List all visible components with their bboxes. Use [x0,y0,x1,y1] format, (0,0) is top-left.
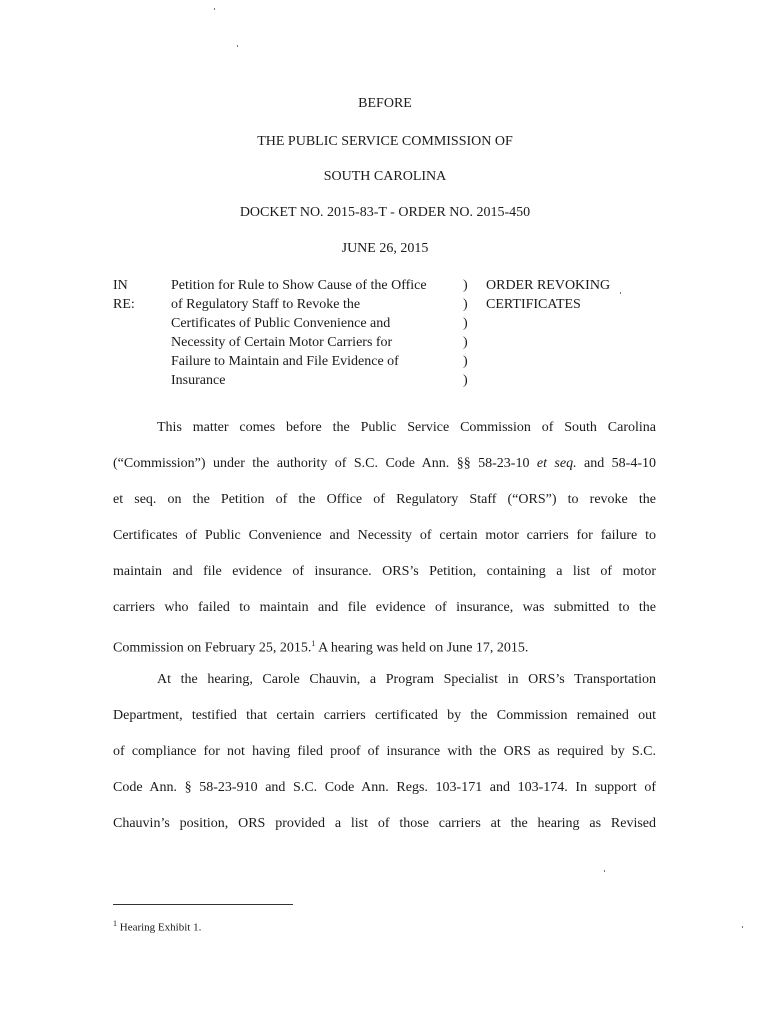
header-before: BEFORE [358,96,412,111]
paren: ) [463,316,468,331]
scan-speck [237,45,238,47]
scan-speck [214,8,215,10]
body-text: A hearing was held on June 17, 2015. [315,640,529,656]
scan-speck [604,870,605,872]
petition-line: Failure to Maintain and File Evidence of [171,354,399,369]
body-line: This matter comes before the Public Service Commission of South Carolina [157,420,656,435]
footnote-mark: 1 [113,919,117,928]
petition-line: Necessity of Certain Motor Carriers for [171,335,393,350]
body-text: (“Commission”) under the authority of S.C. Code Ann. §§ 58-23-10 [113,456,537,471]
paren: ) [463,373,468,388]
order-title [486,276,646,314]
italic-text: et seq. [536,456,577,471]
footnote-reference: 1 [311,639,316,648]
petition-line: of Regulatory Staff to Revoke the [171,297,361,312]
body-line: Certificates of Public Convenience and Necessity of certain motor carriers for failure to [113,528,656,543]
body-line: carriers who failed to maintain and file evidence of insurance, was submitted to the [113,600,656,615]
body-line [113,455,656,473]
docket-number: DOCKET NO. 2015-83-T - ORDER NO. 2015-450 [239,205,531,220]
body-line: Code Ann. § 58-23-910 and S.C. Code Ann. Regs. 103-171 and 103-174. In support of [113,780,656,795]
footnote-divider [113,904,293,905]
scan-speck [620,292,621,294]
body-line [113,635,656,658]
body-line: Chauvin’s position, ORS provided a list of those carriers at the hearing as Revised [113,816,656,831]
header-commission: THE PUBLIC SERVICE COMMISSION OF [257,134,513,149]
paren: ) [463,354,468,369]
body-line: At the hearing, Carole Chauvin, a Program Specialist in ORS’s Transportation [157,672,656,687]
order-title-line: CERTIFICATES [486,297,581,312]
scan-speck [742,926,743,928]
order-date: JUNE 26, 2015 [341,241,429,256]
body-text: et seq. on the Petition of the Office of Regulatory Staff (“ORS”) to revoke the [113,492,656,507]
body-line [113,491,656,509]
footnote [113,917,201,935]
petition-line: Insurance [171,373,226,388]
body-line: maintain and file evidence of insurance. ORS’s Petition, containing a list of motor [113,564,656,579]
petition-line: Petition for Rule to Show Cause of the Office [171,278,427,293]
order-title-line: ORDER REVOKING [486,278,611,293]
caption-parentheses [463,276,475,390]
body-line: of compliance for not having filed proof of insurance with the ORS as required by S.C. [113,744,656,759]
body-text: Commission on February 25, 2015. [113,640,312,656]
body-line: Department, testified that certain carriers certificated by the Commission remained out [113,708,656,723]
footnote-text: Hearing Exhibit 1. [117,921,202,934]
body-text: and 58-4-10 [576,456,656,471]
paren: ) [463,335,468,350]
paren: ) [463,278,468,293]
petition-title [171,276,461,390]
paren: ) [463,297,468,312]
header-state: SOUTH CAROLINA [323,169,447,184]
in-re-label: IN RE: [113,278,135,312]
petition-line: Certificates of Public Convenience and [171,316,391,331]
